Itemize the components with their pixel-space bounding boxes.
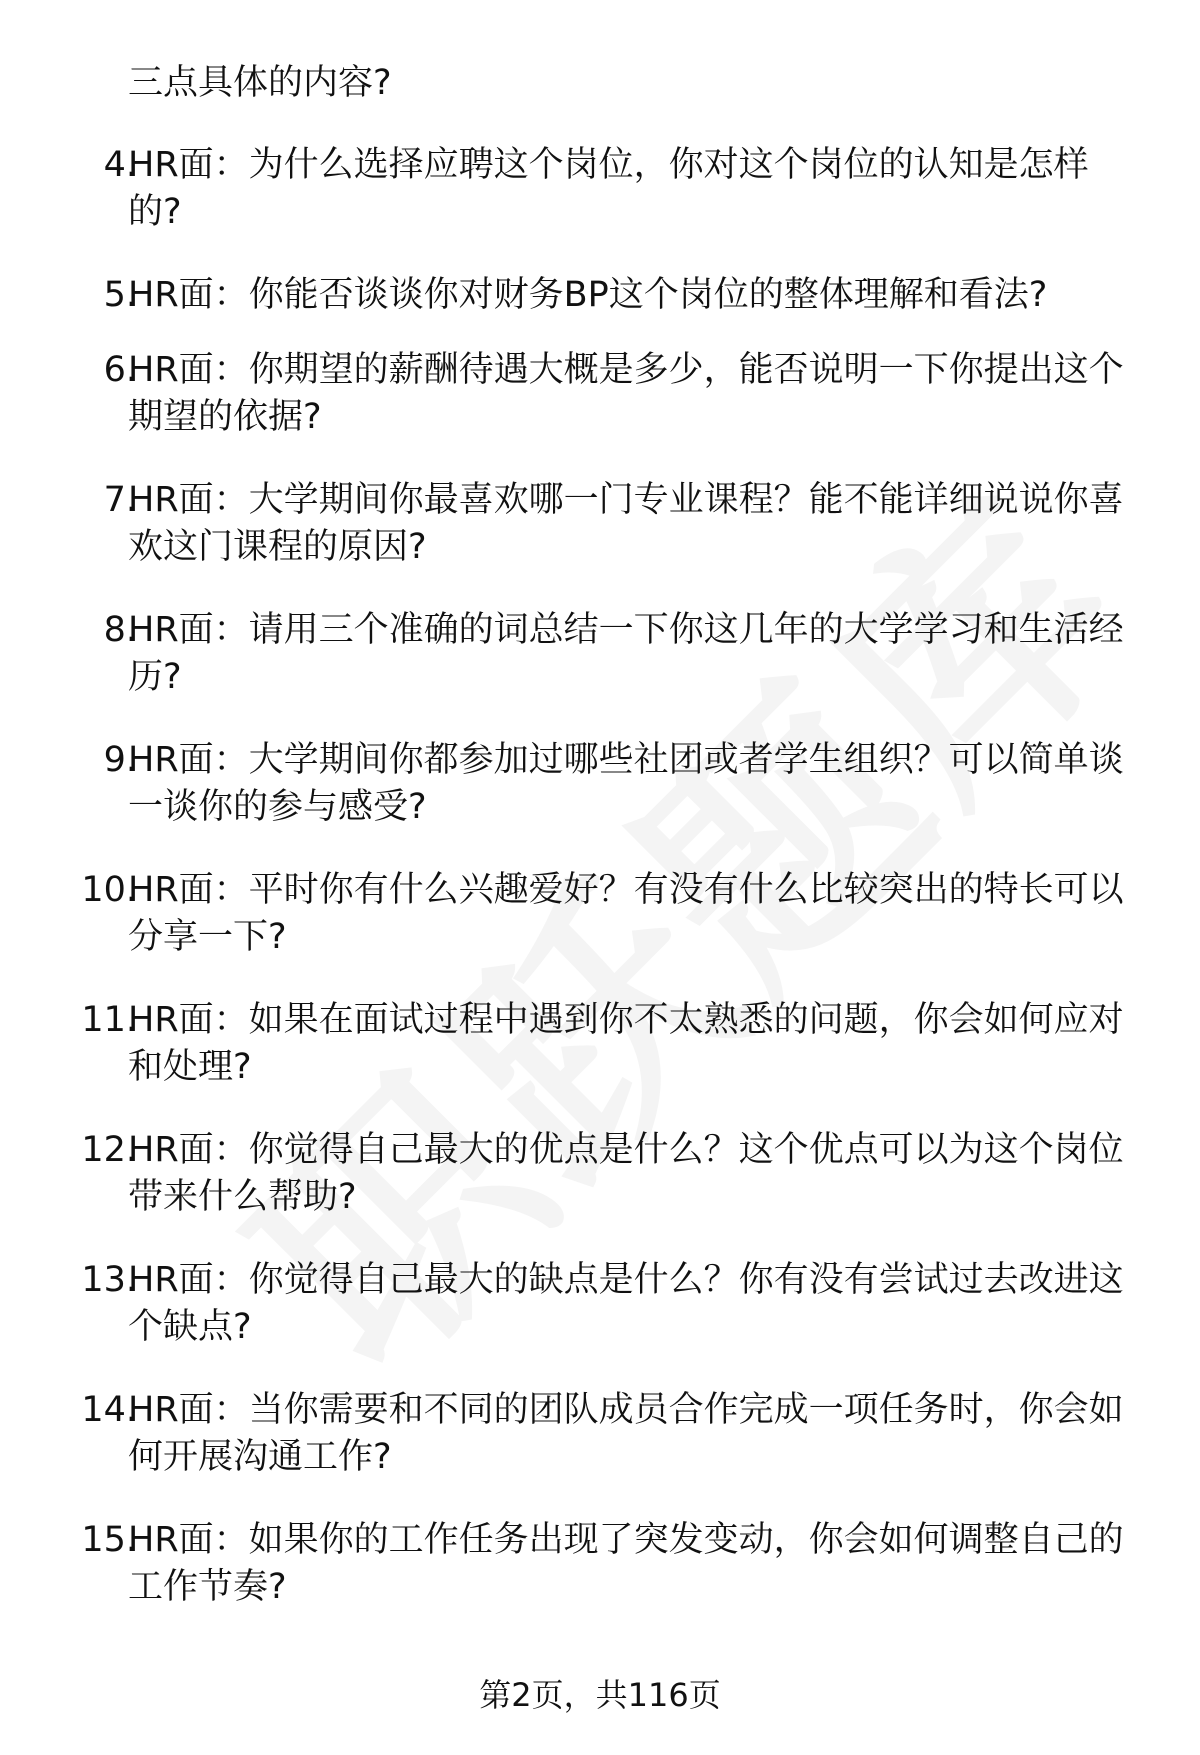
question-number: 14. [81, 1390, 137, 1430]
question-text-line-2: 的? [128, 192, 182, 232]
question-number: 10. [81, 870, 137, 910]
list-item [0, 475, 1200, 605]
list-item [0, 1255, 1200, 1385]
question-text-line-1: HR面：平时你有什么兴趣爱好？有没有什么比较突出的特长可以 [128, 870, 1124, 910]
page-footer: 第2页，共116页 [479, 1676, 721, 1714]
list-item [0, 140, 1200, 270]
question-text-line-2: 个缺点? [128, 1307, 252, 1347]
question-list [0, 140, 1200, 1645]
question-text-line-1: HR面：你觉得自己最大的优点是什么？这个优点可以为这个岗位 [128, 1130, 1124, 1170]
question-text-line-1: HR面：请用三个准确的词总结一下你这几年的大学学习和生活经 [128, 610, 1124, 650]
question-number: 8. [103, 610, 137, 650]
question-text-line-1: HR面：大学期间你都参加过哪些社团或者学生组织？可以简单谈 [128, 740, 1124, 780]
list-item [0, 995, 1200, 1125]
question-text-line-1: HR面：如果在面试过程中遇到你不太熟悉的问题，你会如何应对 [128, 1000, 1124, 1040]
question-text-line-1: HR面：你觉得自己最大的缺点是什么？你有没有尝试过去改进这 [128, 1260, 1124, 1300]
list-item [0, 735, 1200, 865]
list-item [0, 1125, 1200, 1255]
question-text-line-2: 一谈你的参与感受? [128, 787, 427, 827]
question-text-line-1: HR面：你期望的薪酬待遇大概是多少，能否说明一下你提出这个 [128, 350, 1124, 390]
question-number: 11. [81, 1000, 137, 1040]
list-item [0, 605, 1200, 735]
list-item [0, 345, 1200, 475]
question-number: 4. [103, 145, 137, 185]
question-text-line-2: 期望的依据? [128, 397, 322, 437]
question-text-line-1: HR面：大学期间你最喜欢哪一门专业课程？能不能详细说说你喜 [128, 480, 1124, 520]
question-text-line-1: HR面：当你需要和不同的团队成员合作完成一项任务时，你会如 [128, 1390, 1124, 1430]
question-number: 9. [103, 740, 137, 780]
question-text-line-2: 何开展沟通工作? [128, 1437, 392, 1477]
question-text-line-1: HR面：为什么选择应聘这个岗位，你对这个岗位的认知是怎样 [128, 145, 1089, 185]
list-item [0, 1385, 1200, 1515]
list-item [0, 865, 1200, 995]
question-text-line-2: 工作节奏? [128, 1567, 287, 1607]
question-text-line-2: 带来什么帮助? [128, 1177, 357, 1217]
list-item [0, 1515, 1200, 1645]
question-text-line-2: 分享一下? [128, 917, 287, 957]
continuation-text: 三点具体的内容? [128, 63, 392, 103]
question-number: 6. [103, 350, 137, 390]
list-item [0, 270, 1200, 345]
question-number: 7. [103, 480, 137, 520]
question-text-line-2: 历? [128, 657, 182, 697]
question-text-line-1: HR面：你能否谈谈你对财务BP这个岗位的整体理解和看法? [128, 275, 1048, 315]
question-text-line-2: 欢这门课程的原因? [128, 527, 427, 567]
question-text-line-1: HR面：如果你的工作任务出现了突发变动，你会如何调整自己的 [128, 1520, 1124, 1560]
question-number: 5. [103, 275, 137, 315]
question-number: 12. [81, 1130, 137, 1170]
question-text-line-2: 和处理? [128, 1047, 252, 1087]
question-number: 15. [81, 1520, 137, 1560]
question-number: 13. [81, 1260, 137, 1300]
